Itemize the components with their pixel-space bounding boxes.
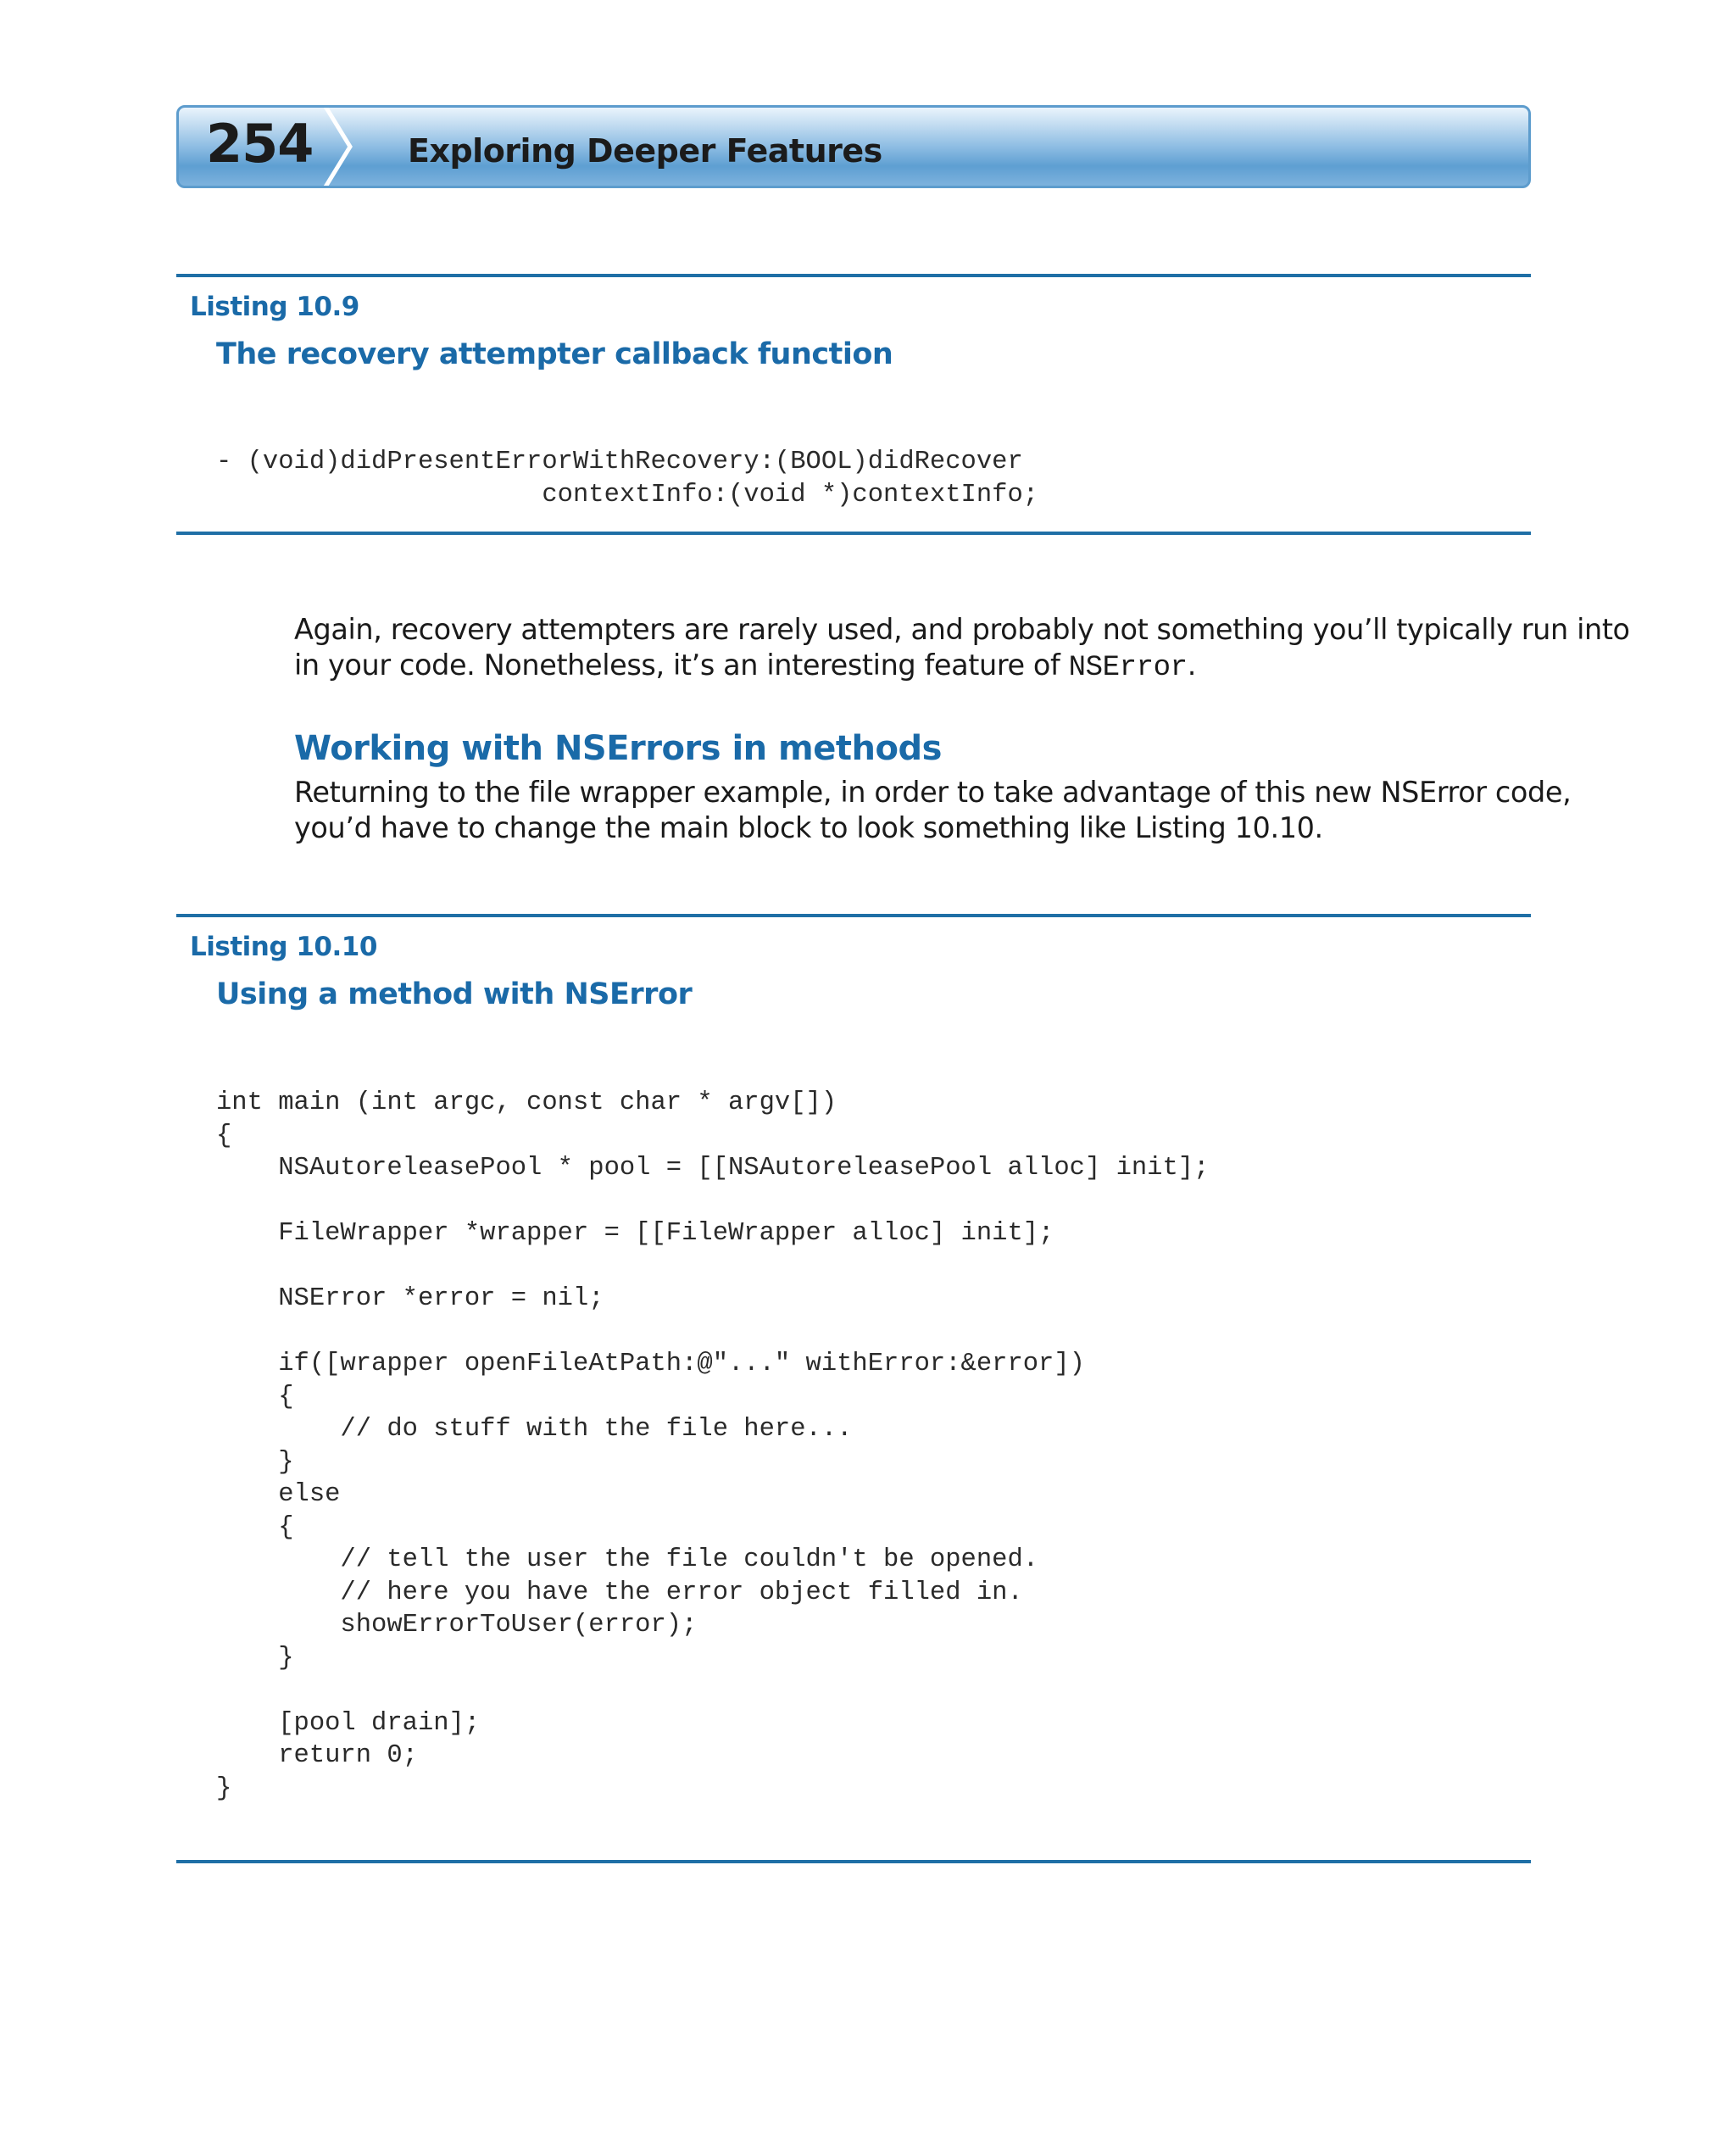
listing-label: Listing 10.9 bbox=[190, 292, 359, 322]
code-line: if([wrapper openFileAtPath:@"..." withError:&error]) bbox=[216, 1350, 1085, 1378]
code-listing bbox=[216, 1087, 1209, 1805]
code-line bbox=[216, 1674, 1209, 1707]
code-line: } bbox=[216, 1447, 294, 1477]
code-line: { bbox=[216, 1382, 294, 1411]
running-title: Exploring Deeper Features bbox=[408, 132, 882, 170]
code-line: return 0; bbox=[216, 1741, 418, 1770]
listing-title: Using a method with NSError bbox=[216, 977, 693, 1011]
body-paragraph bbox=[294, 775, 1572, 846]
page-header bbox=[176, 105, 1531, 188]
code-line bbox=[216, 1316, 1209, 1349]
listing-label: Listing 10.10 bbox=[190, 932, 377, 962]
code-line: // tell the user the file couldn't be opened. bbox=[216, 1545, 1039, 1574]
code-line: NSAutoreleasePool * pool = [[NSAutoreleasePool alloc] init]; bbox=[216, 1154, 1210, 1183]
code-line: - (void)didPresentErrorWithRecovery:(BOOL)didRecover bbox=[216, 448, 1023, 476]
code-listing bbox=[216, 446, 1038, 511]
paragraph-line: Again, recovery attempters are rarely used, and probably not something you’ll typically run into bbox=[294, 613, 1630, 646]
code-line bbox=[216, 1250, 1209, 1283]
code-line: NSError *error = nil; bbox=[216, 1284, 604, 1313]
paragraph-line: Returning to the file wrapper example, in order to take advantage of this new NSError code, bbox=[294, 776, 1572, 809]
inline-code: NSError bbox=[1068, 652, 1188, 684]
listing-bottom-rule bbox=[176, 532, 1531, 535]
code-line: { bbox=[216, 1512, 294, 1542]
page-number: 254 bbox=[206, 113, 314, 175]
code-line: int main (int argc, const char * argv[]) bbox=[216, 1088, 837, 1117]
paragraph-punctuation: . bbox=[1187, 649, 1196, 682]
code-line: } bbox=[216, 1773, 232, 1803]
code-line: FileWrapper *wrapper = [[FileWrapper alloc] init]; bbox=[216, 1219, 1054, 1248]
code-line: [pool drain]; bbox=[216, 1708, 481, 1738]
code-line bbox=[216, 1185, 1209, 1218]
paragraph-text: in your code. Nonetheless, it’s an interesting feature of bbox=[294, 649, 1069, 682]
code-line: else bbox=[216, 1480, 341, 1509]
section-heading: Working with NSErrors in methods bbox=[294, 729, 942, 768]
listing-bottom-rule bbox=[176, 1860, 1531, 1863]
body-paragraph bbox=[294, 612, 1630, 686]
code-line: showErrorToUser(error); bbox=[216, 1611, 698, 1640]
listing-top-rule bbox=[176, 914, 1531, 917]
listing-top-rule bbox=[176, 274, 1531, 277]
listing-title: The recovery attempter callback function bbox=[216, 337, 893, 371]
code-line: } bbox=[216, 1643, 294, 1673]
code-line: // here you have the error object filled in. bbox=[216, 1578, 1023, 1607]
chevron-divider-icon bbox=[318, 105, 369, 188]
code-line: contextInfo:(void *)contextInfo; bbox=[216, 480, 1039, 509]
code-line: { bbox=[216, 1121, 232, 1150]
paragraph-line bbox=[294, 648, 1540, 686]
code-line: // do stuff with the file here... bbox=[216, 1415, 853, 1444]
paragraph-line: you’d have to change the main block to look something like Listing 10.10. bbox=[294, 811, 1323, 844]
